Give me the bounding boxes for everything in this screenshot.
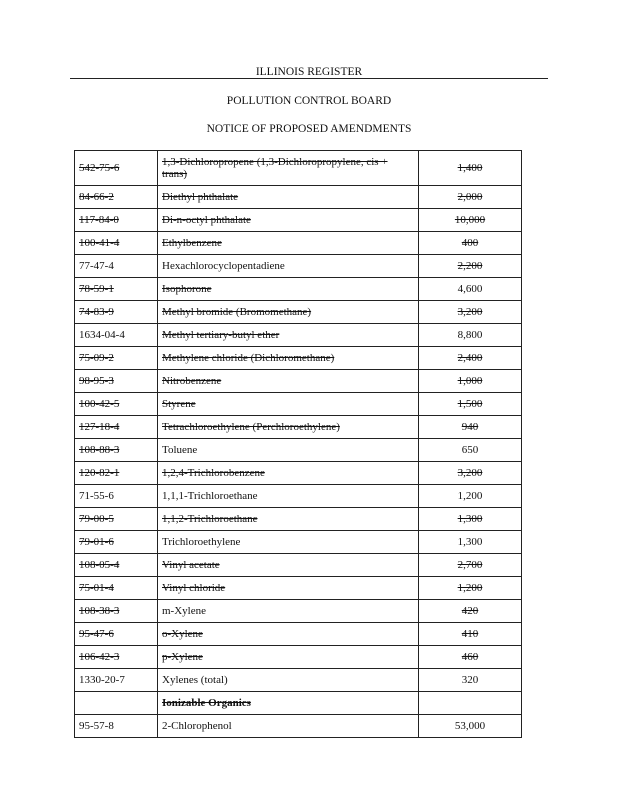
chemical-name-text: o-Xylene bbox=[162, 628, 203, 640]
concentration-value-cell bbox=[419, 370, 522, 393]
concentration-value-cell bbox=[419, 623, 522, 646]
cas-number-cell bbox=[75, 646, 158, 669]
cas-number-text: 542-75-6 bbox=[79, 162, 120, 174]
cas-number-cell bbox=[75, 301, 158, 324]
cas-number-text: 77-47-4 bbox=[79, 260, 114, 272]
chemical-name-cell bbox=[158, 669, 419, 692]
chemical-name-text: Methyl bromide (Bromomethane) bbox=[162, 306, 312, 318]
chemical-name-cell bbox=[158, 531, 419, 554]
cas-number-cell bbox=[75, 370, 158, 393]
table-row bbox=[75, 646, 522, 669]
chemical-name-cell bbox=[158, 393, 419, 416]
chemical-name-cell bbox=[158, 646, 419, 669]
concentration-value-text: 1,300 bbox=[457, 513, 483, 525]
concentration-value-text: 460 bbox=[461, 651, 479, 663]
concentration-value-text: 420 bbox=[461, 605, 479, 617]
cas-number-cell bbox=[75, 669, 158, 692]
cas-number-cell bbox=[75, 577, 158, 600]
chemical-name-cell bbox=[158, 324, 419, 347]
concentration-value-cell bbox=[419, 715, 522, 738]
chemical-name-cell bbox=[158, 232, 419, 255]
chemical-name-text: Vinyl chloride bbox=[162, 582, 226, 594]
concentration-value-cell bbox=[419, 439, 522, 462]
table-row bbox=[75, 151, 522, 186]
chemical-name-text: Isophorone bbox=[162, 283, 212, 295]
cas-number-text: 95-57-8 bbox=[79, 720, 114, 732]
chemical-name-cell bbox=[158, 485, 419, 508]
chemical-name-cell bbox=[158, 554, 419, 577]
concentration-value-cell bbox=[419, 600, 522, 623]
table-row bbox=[75, 186, 522, 209]
table-row bbox=[75, 531, 522, 554]
cas-number-cell bbox=[75, 186, 158, 209]
table-row bbox=[75, 554, 522, 577]
cas-number-cell bbox=[75, 151, 158, 186]
concentration-value-cell bbox=[419, 301, 522, 324]
cas-number-text: 74-83-9 bbox=[79, 306, 114, 318]
concentration-value-text: 650 bbox=[461, 444, 479, 456]
concentration-value-cell bbox=[419, 692, 522, 715]
chemical-name-text: 1,2,4-Trichlorobenzene bbox=[162, 467, 265, 479]
table-row bbox=[75, 715, 522, 738]
chemical-name-text: Trichloroethylene bbox=[162, 536, 241, 548]
cas-number-text: 1634-04-4 bbox=[79, 329, 125, 341]
table-row bbox=[75, 209, 522, 232]
table-row bbox=[75, 416, 522, 439]
cas-number-cell bbox=[75, 623, 158, 646]
table-row bbox=[75, 278, 522, 301]
table-row bbox=[75, 324, 522, 347]
chemical-name-cell bbox=[158, 301, 419, 324]
concentration-value-text: 2,200 bbox=[457, 260, 483, 272]
concentration-value-cell bbox=[419, 209, 522, 232]
cas-number-cell bbox=[75, 462, 158, 485]
chemical-name-text: Methylene chloride (Dichloromethane) bbox=[162, 352, 335, 364]
cas-number-cell bbox=[75, 531, 158, 554]
cas-number-cell bbox=[75, 692, 158, 715]
table-row bbox=[75, 255, 522, 278]
chemical-name-cell bbox=[158, 439, 419, 462]
cas-number-cell bbox=[75, 600, 158, 623]
concentration-value-cell bbox=[419, 278, 522, 301]
concentration-value-text: 2,400 bbox=[457, 352, 483, 364]
concentration-value-cell bbox=[419, 151, 522, 186]
chemical-table bbox=[74, 150, 522, 738]
concentration-value-cell bbox=[419, 255, 522, 278]
chemical-name-cell bbox=[158, 370, 419, 393]
table-row bbox=[75, 232, 522, 255]
concentration-value-cell bbox=[419, 646, 522, 669]
chemical-name-cell bbox=[158, 623, 419, 646]
cas-number-cell bbox=[75, 278, 158, 301]
concentration-value-cell bbox=[419, 485, 522, 508]
concentration-value-text: 1,000 bbox=[457, 375, 483, 387]
chemical-name-text: Ethylbenzene bbox=[162, 237, 222, 249]
concentration-value-text: 8,800 bbox=[457, 329, 483, 341]
concentration-value-cell bbox=[419, 232, 522, 255]
concentration-value-text: 1,500 bbox=[457, 398, 483, 410]
header-rule bbox=[70, 78, 548, 79]
chemical-name-cell bbox=[158, 577, 419, 600]
table-row bbox=[75, 347, 522, 370]
cas-number-cell bbox=[75, 715, 158, 738]
table-row bbox=[75, 462, 522, 485]
chemical-name-text: Ionizable Organics bbox=[162, 697, 251, 709]
table-row bbox=[75, 370, 522, 393]
cas-number-text: 78-59-1 bbox=[79, 283, 114, 295]
concentration-value-text: 1,400 bbox=[457, 162, 483, 174]
concentration-value-cell bbox=[419, 462, 522, 485]
register-title: ILLINOIS REGISTER bbox=[255, 66, 363, 78]
concentration-value-text: 2,000 bbox=[457, 191, 483, 203]
concentration-value-cell bbox=[419, 393, 522, 416]
cas-number-text: 1330-20-7 bbox=[79, 674, 125, 686]
chemical-name-cell bbox=[158, 692, 419, 715]
cas-number-text: 127-18-4 bbox=[79, 421, 120, 433]
cas-number-text: 108-88-3 bbox=[79, 444, 120, 456]
chemical-name-text: 1,3-Dichloropropene (1,3-Dichloropropylene, cis + trans) bbox=[162, 156, 388, 180]
cas-number-cell bbox=[75, 209, 158, 232]
chemical-name-cell bbox=[158, 600, 419, 623]
chemical-name-text: Toluene bbox=[162, 444, 198, 456]
cas-number-cell bbox=[75, 485, 158, 508]
chemical-name-cell bbox=[158, 416, 419, 439]
chemical-name-cell bbox=[158, 278, 419, 301]
cas-number-cell bbox=[75, 416, 158, 439]
table-row bbox=[75, 301, 522, 324]
concentration-value-text: 320 bbox=[461, 674, 479, 686]
concentration-value-text: 10,000 bbox=[454, 214, 486, 226]
chemical-name-text: p-Xylene bbox=[162, 651, 203, 663]
cas-number-cell bbox=[75, 255, 158, 278]
chemical-name-text: Vinyl acetate bbox=[162, 559, 220, 571]
chemical-name-text: Tetrachloroethylene (Perchloroethylene) bbox=[162, 421, 340, 433]
cas-number-text: 98-95-3 bbox=[79, 375, 114, 387]
chemical-name-cell bbox=[158, 255, 419, 278]
concentration-value-cell bbox=[419, 186, 522, 209]
chemical-name-text: Styrene bbox=[162, 398, 196, 410]
cas-number-text: 117-84-0 bbox=[79, 214, 119, 226]
table-row bbox=[75, 669, 522, 692]
chemical-name-cell bbox=[158, 186, 419, 209]
concentration-value-cell bbox=[419, 577, 522, 600]
chemical-name-text: 1,1,1-Trichloroethane bbox=[162, 490, 258, 502]
cas-number-cell bbox=[75, 324, 158, 347]
table-row bbox=[75, 600, 522, 623]
concentration-value-cell bbox=[419, 416, 522, 439]
notice-title: NOTICE OF PROPOSED AMENDMENTS bbox=[206, 123, 412, 135]
table-row bbox=[75, 577, 522, 600]
cas-number-text: 75-01-4 bbox=[79, 582, 114, 594]
chemical-name-text: Methyl tertiary-butyl ether bbox=[162, 329, 280, 341]
concentration-value-text: 940 bbox=[461, 421, 479, 433]
table-row bbox=[75, 508, 522, 531]
chemical-name-text: Hexachlorocyclopentadiene bbox=[162, 260, 285, 272]
table-row bbox=[75, 439, 522, 462]
table-row bbox=[75, 485, 522, 508]
concentration-value-text: 400 bbox=[461, 237, 479, 249]
chemical-name-cell bbox=[158, 347, 419, 370]
chemical-name-cell bbox=[158, 715, 419, 738]
chemical-name-text: 2-Chlorophenol bbox=[162, 720, 232, 732]
chemical-name-cell bbox=[158, 508, 419, 531]
concentration-value-text: 1,300 bbox=[457, 536, 483, 548]
table-row bbox=[75, 692, 522, 715]
concentration-value-text: 4,600 bbox=[457, 283, 483, 295]
cas-number-text: 108-38-3 bbox=[79, 605, 120, 617]
cas-number-cell bbox=[75, 347, 158, 370]
cas-number-text: 79-00-5 bbox=[79, 513, 114, 525]
cas-number-text: 108-05-4 bbox=[79, 559, 120, 571]
concentration-value-text: 3,200 bbox=[457, 467, 483, 479]
concentration-value-cell bbox=[419, 324, 522, 347]
concentration-value-text: 3,200 bbox=[457, 306, 483, 318]
cas-number-cell bbox=[75, 439, 158, 462]
chemical-name-text: m-Xylene bbox=[162, 605, 206, 617]
cas-number-text: 106-42-3 bbox=[79, 651, 120, 663]
agency-title: POLLUTION CONTROL BOARD bbox=[226, 95, 392, 107]
cas-number-text: 75-09-2 bbox=[79, 352, 114, 364]
cas-number-text: 71-55-6 bbox=[79, 490, 114, 502]
chemical-name-cell bbox=[158, 209, 419, 232]
chemical-name-cell bbox=[158, 151, 419, 186]
cas-number-cell bbox=[75, 232, 158, 255]
concentration-value-cell bbox=[419, 508, 522, 531]
chemical-name-text: Di-n-octyl phthalate bbox=[162, 214, 251, 226]
cas-number-cell bbox=[75, 393, 158, 416]
concentration-value-text: 2,700 bbox=[457, 559, 483, 571]
concentration-value-cell bbox=[419, 347, 522, 370]
concentration-value-text: 53,000 bbox=[454, 720, 486, 732]
chemical-name-text: Xylenes (total) bbox=[162, 674, 228, 686]
cas-number-text: 84-66-2 bbox=[79, 191, 114, 203]
chemical-name-cell bbox=[158, 462, 419, 485]
concentration-value-cell bbox=[419, 669, 522, 692]
cas-number-text: 120-82-1 bbox=[79, 467, 120, 479]
cas-number-text: 95-47-6 bbox=[79, 628, 114, 640]
cas-number-cell bbox=[75, 508, 158, 531]
table-row bbox=[75, 393, 522, 416]
cas-number-cell bbox=[75, 554, 158, 577]
cas-number-text: 79-01-6 bbox=[79, 536, 114, 548]
concentration-value-text: 410 bbox=[461, 628, 479, 640]
concentration-value-cell bbox=[419, 554, 522, 577]
chemical-name-text: Nitrobenzene bbox=[162, 375, 222, 387]
chemical-name-text: 1,1,2-Trichloroethane bbox=[162, 513, 258, 525]
table-row bbox=[75, 623, 522, 646]
cas-number-text: 100-41-4 bbox=[79, 237, 120, 249]
concentration-value-text: 1,200 bbox=[457, 490, 483, 502]
concentration-value-text: 1,200 bbox=[457, 582, 483, 594]
chemical-name-text: Diethyl phthalate bbox=[162, 191, 239, 203]
concentration-value-cell bbox=[419, 531, 522, 554]
cas-number-text: 100-42-5 bbox=[79, 398, 120, 410]
